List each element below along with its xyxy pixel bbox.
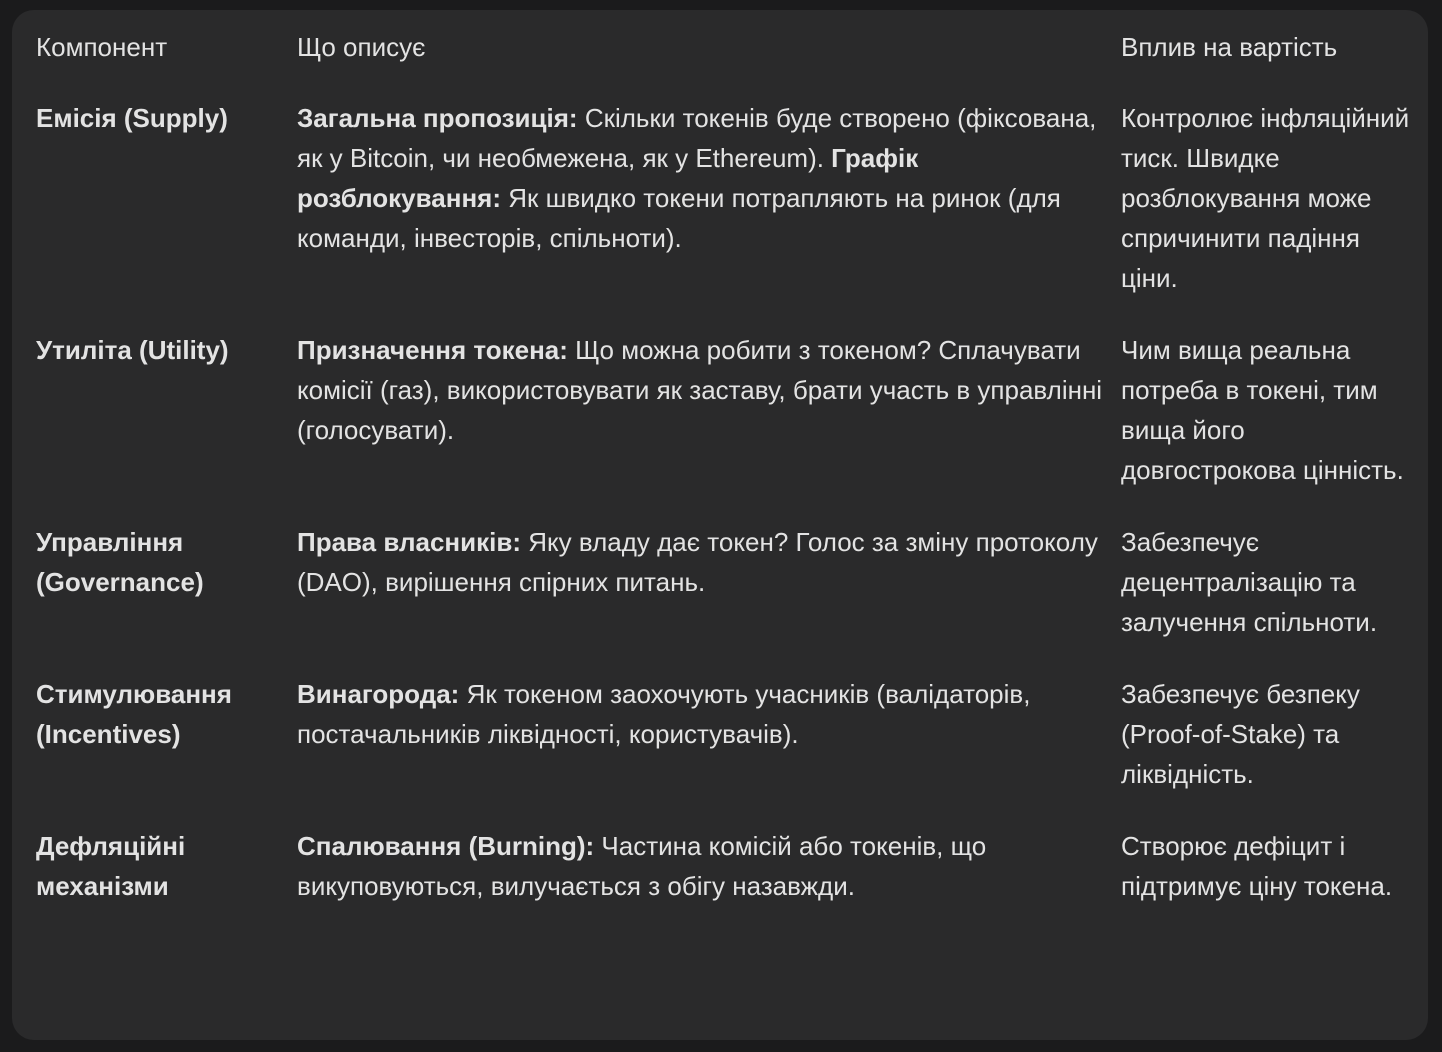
row-impact: Забезпечує децентралізацію та залучення спільноти. <box>1121 527 1378 637</box>
term-text: Що можна робити з токеном? Сплачувати комісії (газ), використовувати як заставу, брати участь в управлінні (голосувати). <box>297 335 1103 445</box>
term-label: Винагорода: <box>297 679 460 709</box>
table-panel <box>12 10 1428 1040</box>
table-header-row <box>12 10 1412 82</box>
term-text: Як швидко токени потрапляють на ринок (для команди, інвесторів, спільноти). <box>297 183 1061 253</box>
row-component: Стимулювання (Incentives) <box>36 679 232 749</box>
term-text: Частина комісій або токенів, що викуповуються, вилучається з обігу назавжди. <box>297 831 987 901</box>
header-describes: Що описує <box>297 32 426 62</box>
term-label: Загальна пропозиція: <box>297 103 578 133</box>
table-row <box>12 658 1412 810</box>
row-description <box>296 82 1120 314</box>
term-text: Яку владу дає токен? Голос за зміну протоколу (DAO), вирішення спірних питань. <box>297 527 1098 597</box>
row-description <box>296 810 1120 922</box>
row-description <box>296 314 1120 506</box>
table-row <box>12 82 1412 314</box>
term-label: Права власників: <box>297 527 521 557</box>
term-label: Призначення токена: <box>297 335 568 365</box>
row-impact: Контролює інфляційний тиск. Швидке розблокування може спричинити падіння ціни. <box>1121 103 1410 293</box>
header-component: Компонент <box>36 32 168 62</box>
row-impact: Забезпечує безпеку (Proof-of-Stake) та ліквідність. <box>1121 679 1360 789</box>
term-text: Як токеном заохочують учасників (валідаторів, постачальників ліквідності, користувачів). <box>297 679 1031 749</box>
term-text: Скільки токенів буде створено (фіксована, як у Bitcoin, чи необмежена, як у Ethereum). <box>297 103 1097 173</box>
tokenomics-table <box>12 10 1412 922</box>
table-row <box>12 314 1412 506</box>
row-impact: Чим вища реальна потреба в токені, тим вища його довгострокова цінність. <box>1121 335 1404 485</box>
row-impact: Створює дефіцит і підтримує ціну токена. <box>1121 831 1393 901</box>
row-component: Утиліта (Utility) <box>36 335 229 365</box>
term-label: Спалювання (Burning): <box>297 831 595 861</box>
table-row <box>12 810 1412 922</box>
row-description <box>296 506 1120 658</box>
header-impact: Вплив на вартість <box>1121 32 1338 62</box>
row-component: Управління (Governance) <box>36 527 204 597</box>
table-row <box>12 506 1412 658</box>
term-label: Графік розблокування: <box>297 143 919 213</box>
row-description <box>296 658 1120 810</box>
row-component: Емісія (Supply) <box>36 103 228 133</box>
row-component: Дефляційні механізми <box>36 831 186 901</box>
